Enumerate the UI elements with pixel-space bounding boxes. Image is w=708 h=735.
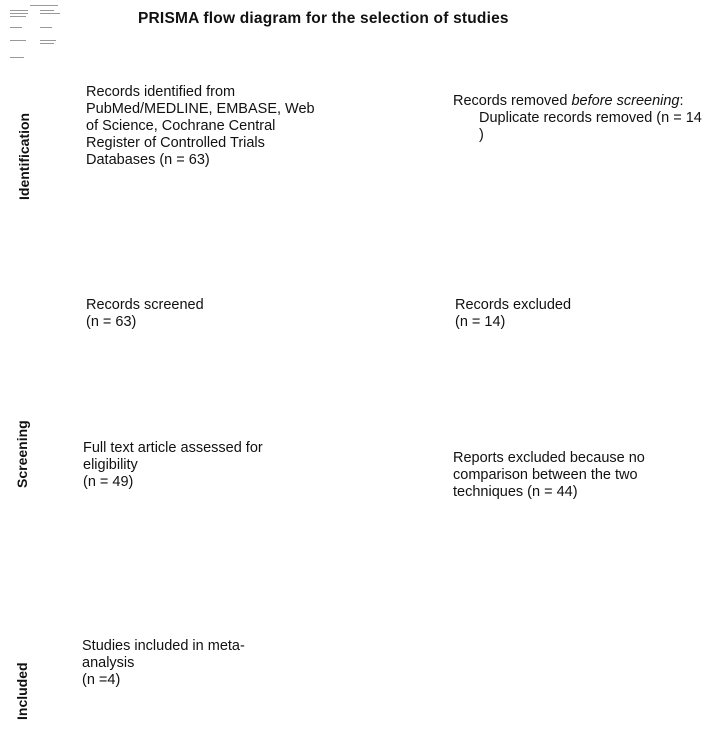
phase-label-identification: Identification [16,112,32,200]
duplicates-removed: Duplicate records removed (n = 14 ) [479,110,702,143]
records-screened-box [86,297,326,331]
fulltext-assessed-count: (n = 49) [83,474,134,490]
diagram-title: PRISMA flow diagram for the selection of studies [138,10,509,27]
studies-included-label: Studies included in meta-analysis [82,638,245,671]
removed-colon: : [679,93,684,109]
removed-prefix: Records removed [453,93,572,109]
records-excluded-label: Records excluded [455,297,572,313]
fulltext-assessed-label: Full text article assessed for eligibility [83,440,263,473]
records-excluded-box [455,297,695,331]
removed-italic: before screening [571,93,680,109]
studies-included-count: (n =4) [82,672,121,688]
records-excluded-count: (n = 14) [455,314,506,330]
reports-excluded-box [453,450,683,501]
studies-included-box [82,638,282,689]
records-screened-count: (n = 63) [86,314,137,330]
phase-label-included: Included [14,662,30,720]
fulltext-assessed-box [83,440,308,491]
records-removed-box [453,93,708,144]
reports-excluded-text: Reports excluded because no comparison between the two techniques (n = 44) [453,450,645,500]
page-thumbnail [2,2,72,62]
phase-label-screening: Screening [14,420,30,488]
records-identified-box [86,84,322,169]
records-screened-label: Records screened [86,297,204,313]
records-identified-text: Records identified from PubMed/MEDLINE, EMBASE, Web of Science, Cochrane Central Register of Controlled Trials Databases (n = 63) [86,84,315,168]
